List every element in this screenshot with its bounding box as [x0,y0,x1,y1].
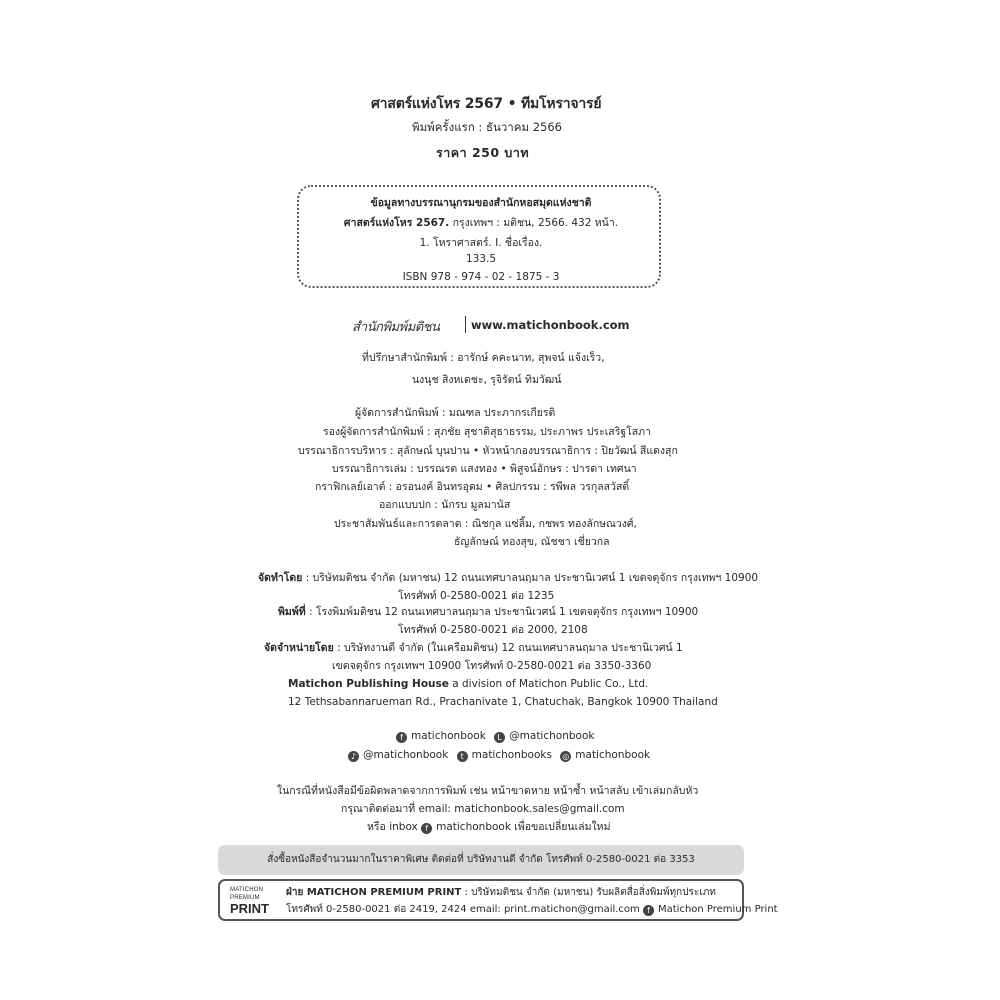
twitter-handle[interactable]: matichonbooks [471,749,552,761]
errata-inbox-label: หรือ inbox [367,821,418,833]
print-dept-contact: โทรศัพท์ 0-2580-0021 ต่อ 2419, 2424 email: print.matichon@gmail.com [286,904,640,915]
publishing-house-name: Matichon Publishing House [288,678,449,690]
produced-by [258,571,758,586]
credit-pr-marketing-2: ธัญลักษณ์ ทองสุข, ณัชชา เชี่ยวกล [454,536,610,548]
print-dept-page[interactable]: Matichon Premium Print [657,904,778,915]
logo-divider [465,316,466,333]
credit-deputy-managers: รองผู้จัดการสำนักพิมพ์ : สุภชัย สุชาติสุธาธรรม, ประภาพร ประเสริฐโสภา [323,426,652,438]
publisher-url: www.matichonbook.com [471,318,630,332]
tiktok-icon: ♪ [348,751,359,762]
produced-by-phone: โทรศัพท์ 0-2580-0021 ต่อ 1235 [398,590,555,602]
print-dept-desc: : บริษัทมติชน จำกัด (มหาชน) รับผลิตสื่อสิ่งพิมพ์ทุกประเภท [461,887,716,898]
social-row-2 [348,749,655,762]
errata-line-1: ในกรณีที่หนังสือมีข้อผิดพลาดจากการพิมพ์ เช่น หน้าขาดหาย หน้าซ้ำ หน้าสลับ เข้าเล่มกลับหัว [277,785,699,797]
printed-at-label: พิมพ์ที่ [278,606,306,618]
cip-imprint: กรุงเทพฯ : มติชน, 2566. 432 หน้า. [449,217,619,229]
cip-classification: 133.5 [465,253,497,265]
facebook-icon: f [643,905,654,916]
facebook-handle[interactable]: matichonbook [411,730,486,742]
publishing-house-desc: a division of Matichon Public Co., Ltd. [448,678,649,690]
premium-print-logo [230,886,276,915]
cip-isbn: ISBN 978 - 974 - 02 - 1875 - 3 [402,271,560,283]
twitter-icon: t [457,751,468,762]
produced-by-detail: : บริษัทมติชน จำกัด (มหาชน) 12 ถนนเทศบาลนฤมาล ประชานิเวศน์ 1 เขตจตุจักร กรุงเทพฯ 10900 [302,572,759,584]
produced-by-label: จัดทำโดย [258,572,303,584]
credit-book-editors: บรรณาธิการเล่ม : บรรณรต แสงทอง • พิสูจน์อักษร : ปารดา เทศนา [332,463,637,475]
bulk-order-bar: สั่งซื้อหนังสือจำนวนมากในราคาพิเศษ ติดต่อที่ บริษัทงานดี จำกัด โทรศัพท์ 0-2580-0021 ต่อ 3353 [218,845,744,875]
distributed-by [264,641,683,656]
publishing-house-address: 12 Tethsabannarueman Rd., Prachanivate 1, Chatuchak, Bangkok 10900 Thailand [288,696,718,708]
print-box-line-2 [286,902,778,917]
publishing-house [288,677,648,692]
print-dept-name: ฝ่าย MATICHON PREMIUM PRINT [286,887,462,898]
credit-managing-editors: บรรณาธิการบริหาร : สุลักษณ์ บุนปาน • หัวหน้ากองบรรณาธิการ : ปิยวัฒน์ สีแดงสุก [298,445,678,457]
distributed-by-address: เขตจตุจักร กรุงเทพฯ 10900 โทรศัพท์ 0-2580-0021 ต่อ 3350-3360 [332,660,652,672]
line-handle[interactable]: @matichonbook [509,730,595,742]
line-icon: L [494,732,505,743]
premium-print-box [218,879,778,921]
cip-title: ศาสตร์แห่งโหร 2567. [343,217,450,229]
facebook-icon: f [421,823,432,834]
print-logo-line-3: PRINT [230,901,269,916]
cip-box [297,185,661,288]
errata-line-2: กรุณาติดต่อมาที่ email: matichonbook.sales@gmail.com [341,803,625,815]
credit-graphic-layout: กราฟิกเลย์เอาต์ : อรอนงค์ อินทรอุดม • ศิลปกรรม : รพีพล วรกุลสวัสดิ์ [315,481,630,493]
tiktok-handle[interactable]: @matichonbook [363,749,449,761]
print-logo-line-1: MATICHON [230,887,264,893]
credit-managing-director: ผู้จัดการสำนักพิมพ์ : มณฑล ประภากรเกียรติ [355,407,556,419]
instagram-handle[interactable]: matichonbook [575,749,651,761]
errata-page-link[interactable]: matichonbook [436,821,511,833]
errata-exchange-note: เพื่อขอเปลี่ยนเล่มใหม่ [514,821,611,833]
facebook-icon: f [396,732,407,743]
cip-title-line [299,214,663,231]
price: ราคา 250 บาท [436,145,530,160]
printed-at [278,605,698,620]
credit-advisors-1: ที่ปรึกษาสำนักพิมพ์ : อารักษ์ คคะนาท, สุพจน์ แจ้งเร็ว, [362,352,605,364]
printed-at-phone: โทรศัพท์ 0-2580-0021 ต่อ 2000, 2108 [398,624,588,636]
cip-heading: ข้อมูลทางบรรณานุกรมของสำนักหอสมุดแห่งชาติ [370,197,592,209]
print-logo-line-2: PREMIUM [230,895,260,901]
distributed-by-label: จัดจำหน่ายโดย [264,642,334,654]
cip-subjects: 1. โหราศาสตร์. I. ชื่อเรื่อง. [419,237,543,249]
credit-cover-design: ออกแบบปก : นักรบ มูลมานัส [379,499,511,511]
instagram-icon: ◎ [560,751,571,762]
errata-line-3 [367,820,611,835]
book-title: ศาสตร์แห่งโหร 2567 • ทีมโหราจารย์ [371,96,602,112]
printed-at-detail: : โรงพิมพ์มติชน 12 ถนนเทศบาลนฤมาล ประชานิเวศน์ 1 เขตจตุจักร กรุงเทพฯ 10900 [305,606,699,618]
edition-info: พิมพ์ครั้งแรก : ธันวาคม 2566 [412,120,562,134]
social-row-1 [396,730,599,743]
distributed-by-detail: : บริษัทงานดี จำกัด (ในเครือมติชน) 12 ถนนเทศบาลนฤมาล ประชานิเวศน์ 1 [333,642,683,654]
credit-pr-marketing-1: ประชาสัมพันธ์และการตลาด : ณิชกุล แซ่ลิ้ม, กชพร ทองลักษณวงศ์, [334,518,637,530]
publisher-logo: สำนักพิมพ์มติชน [352,320,440,335]
print-box-line-1 [286,885,716,900]
credit-advisors-2: นงนุช สิงหเดชะ, รุจิรัตน์ ทิมวัฒน์ [412,374,562,386]
